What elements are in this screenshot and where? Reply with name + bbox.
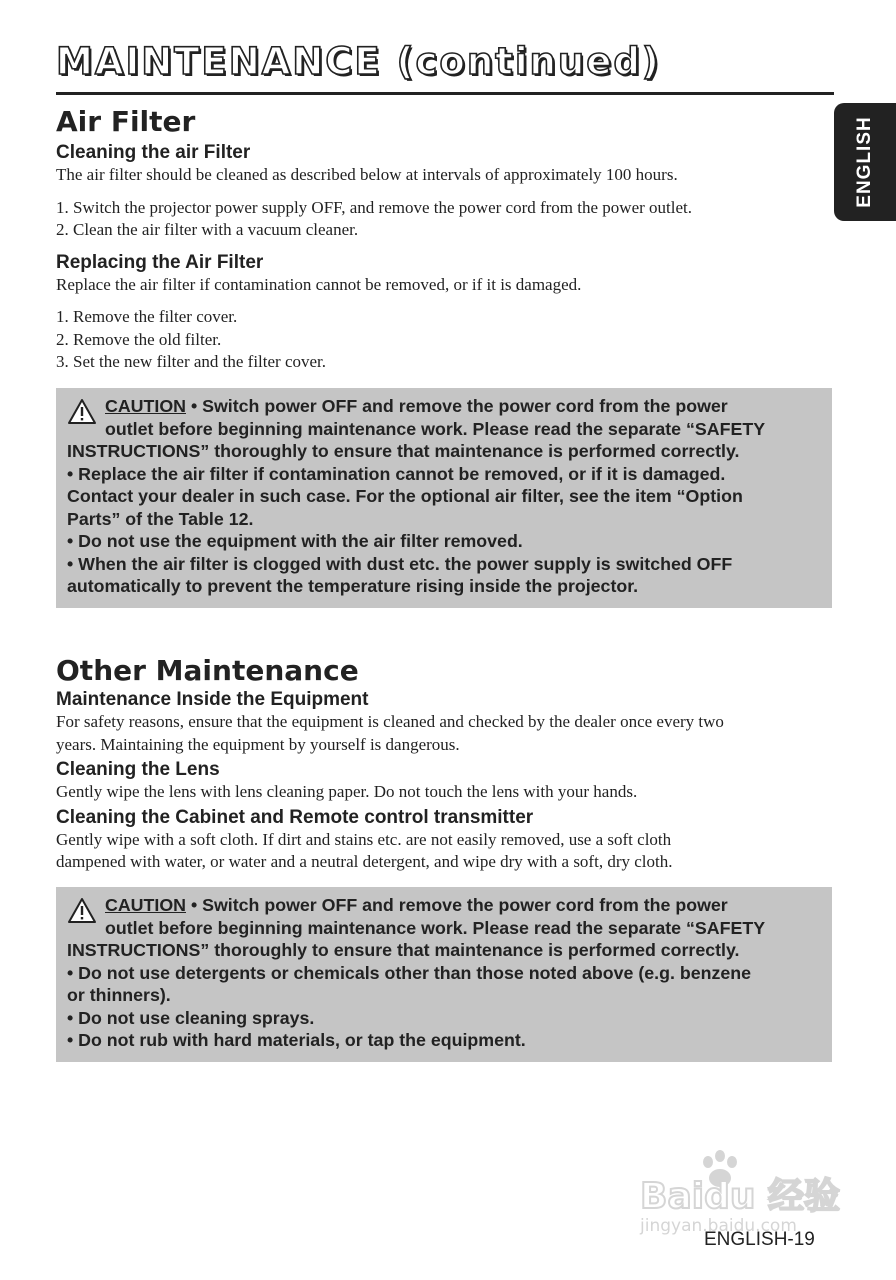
warning-triangle-icon: [67, 897, 97, 924]
caution-text: • Do not use cleaning sprays.: [67, 1007, 315, 1028]
replacing-filter-intro: Replace the air filter if contamination cannot be removed, or if it is damaged.: [56, 274, 582, 294]
air-filter-section: [56, 106, 832, 374]
inside-equipment-text: years. Maintaining the equipment by yourself is dangerous.: [56, 734, 460, 754]
language-tab: [834, 103, 896, 221]
cleaning-cabinet-text: dampened with water, or water and a neutral detergent, and wipe dry with a soft, dry cloth.: [56, 852, 673, 871]
watermark-url: jingyan.baidu.com: [640, 1216, 797, 1236]
replacing-filter-heading: Replacing the Air Filter: [56, 251, 264, 273]
caution-text: Parts” of the Table 12.: [67, 508, 254, 529]
list-item: 3. Set the new filter and the filter cover.: [56, 352, 327, 371]
caution-label: CAUTION: [105, 396, 186, 416]
caution-text: outlet before beginning maintenance work. Please read the separate “SAFETY: [105, 917, 766, 938]
air-filter-caution-box: [56, 388, 832, 608]
caution-text: outlet before beginning maintenance work. Please read the separate “SAFETY: [105, 418, 766, 439]
page-number: ENGLISH-19: [704, 1229, 815, 1250]
list-item: 2. Clean the air filter with a vacuum cleaner.: [56, 220, 359, 239]
caution-text: • Switch power OFF and remove the power cord from the power: [186, 396, 728, 416]
watermark-text: Baidu 经验: [640, 1176, 841, 1217]
warning-triangle-icon: [67, 398, 97, 425]
caution-text: or thinners).: [67, 985, 171, 1005]
air-filter-heading: Air Filter: [56, 105, 196, 138]
list-item: 2. Remove the old filter.: [56, 329, 222, 349]
caution-text: INSTRUCTIONS” thoroughly to ensure that maintenance is performed correctly.: [67, 441, 740, 461]
other-maintenance-caution-box: [56, 887, 832, 1062]
caution-text: Contact your dealer in such case. For the optional air filter, see the item “Option: [67, 486, 743, 506]
cleaning-lens-text: Gently wipe the lens with lens cleaning paper. Do not touch the lens with your hands.: [56, 782, 638, 801]
language-tab-label: ENGLISH: [854, 116, 875, 208]
other-maintenance-section: [56, 655, 832, 874]
caution-text: • Do not use detergents or chemicals other than those noted above (e.g. benzene: [67, 962, 752, 983]
page-title: MAINTENANCE (continued): [56, 40, 661, 83]
replacing-steps-list: [56, 306, 832, 374]
inside-equipment-text: For safety reasons, ensure that the equipment is cleaned and checked by the dealer once every two: [56, 712, 724, 731]
caution-text: automatically to prevent the temperature rising inside the projector.: [67, 576, 639, 596]
caution-first-line: [67, 894, 822, 917]
title-divider: [56, 92, 834, 95]
cleaning-steps-list: [56, 197, 832, 242]
cleaning-cabinet-text: Gently wipe with a soft cloth. If dirt and stains etc. are not easily removed, use a soft cloth: [56, 829, 672, 849]
cleaning-filter-intro: The air filter should be cleaned as described below at intervals of approximately 100 hours.: [56, 165, 678, 184]
caution-text: INSTRUCTIONS” thoroughly to ensure that maintenance is performed correctly.: [67, 940, 740, 960]
caution-text: • Do not rub with hard materials, or tap the equipment.: [67, 1030, 526, 1050]
cleaning-lens-heading: Cleaning the Lens: [56, 759, 220, 780]
caution-text: • Replace the air filter if contamination cannot be removed, or if it is damaged.: [67, 463, 726, 484]
caution-text: • When the air filter is clogged with dust etc. the power supply is switched OFF: [67, 553, 733, 574]
cleaning-filter-heading: Cleaning the air Filter: [56, 142, 251, 163]
caution-first-line: [67, 395, 822, 418]
inside-equipment-heading: Maintenance Inside the Equipment: [56, 689, 369, 710]
caution-label: CAUTION: [105, 895, 186, 915]
list-item: 1. Remove the filter cover.: [56, 307, 238, 326]
list-item: 1. Switch the projector power supply OFF, and remove the power cord from the power outlet.: [56, 197, 692, 217]
caution-text: • Switch power OFF and remove the power cord from the power: [186, 895, 728, 915]
caution-text: • Do not use the equipment with the air filter removed.: [67, 531, 523, 551]
cleaning-cabinet-heading: Cleaning the Cabinet and Remote control transmitter: [56, 806, 534, 828]
other-maintenance-heading: Other Maintenance: [56, 654, 359, 687]
